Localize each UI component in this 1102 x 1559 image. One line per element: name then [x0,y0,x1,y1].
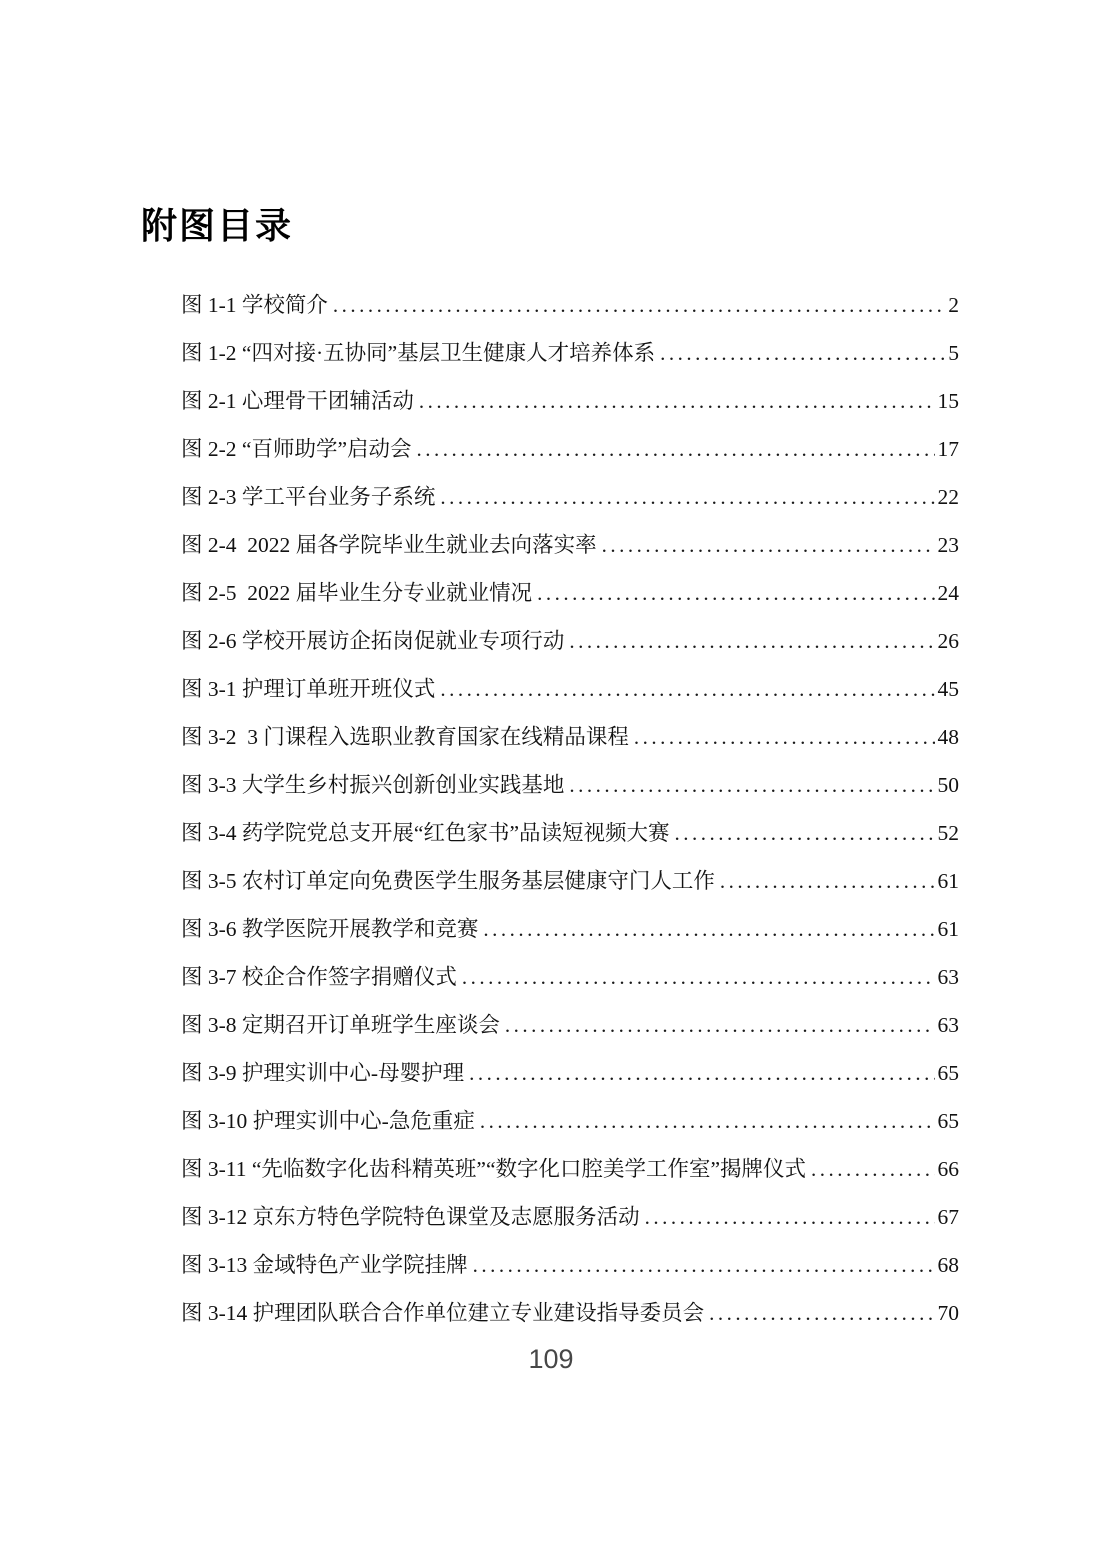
toc-entry-page: 15 [937,389,959,413]
dot-leader [417,425,935,473]
toc-entry-row [181,857,959,905]
dot-leader [634,713,935,761]
toc-entry-page: 22 [937,485,959,509]
toc-entry-label: 图 2-4 2022 届各学院毕业生就业去向落实率 [181,533,597,557]
page-title: 附图目录 [141,205,294,246]
dot-leader [811,1145,934,1193]
toc-entry-label: 图 1-1 学校简介 [181,293,328,317]
toc-entry-page: 26 [937,629,959,653]
dot-leader [462,953,935,1001]
toc-entry-label: 图 3-11 “先临数字化齿科精英班”“数字化口腔美学工作室”揭牌仪式 [181,1157,807,1181]
toc-entry-row [181,1145,959,1193]
toc-entry-label: 图 3-1 护理订单班开班仪式 [181,677,436,701]
toc-entry-page: 24 [937,581,959,605]
toc-entry-label: 图 3-14 护理团队联合合作单位建立专业建设指导委员会 [181,1301,705,1325]
toc-entry-row [181,953,959,1001]
toc-entry-label: 图 3-8 定期召开订单班学生座谈会 [181,1013,500,1037]
toc-entry-label: 图 2-1 心理骨干团辅活动 [181,389,414,413]
dot-leader [419,377,935,425]
toc-entry-page: 67 [937,1205,959,1229]
dot-leader [440,665,934,713]
toc-entry-row [181,1049,959,1097]
toc-entry-page: 48 [937,725,959,749]
toc-entry-page: 65 [937,1109,959,1133]
dot-leader [483,905,934,953]
dot-leader [675,809,935,857]
toc-entry-row [181,1097,959,1145]
toc-entry-page: 63 [937,1013,959,1037]
footer-page-number: 109 [528,1344,574,1374]
toc-entry-page: 50 [937,773,959,797]
toc-entry-page: 65 [937,1061,959,1085]
toc-entry-page: 45 [937,677,959,701]
toc-entry-page: 23 [937,533,959,557]
toc-entry-page: 5 [948,341,959,365]
toc-entry-page: 61 [937,869,959,893]
toc-entry-label: 图 3-7 校企合作签字捐赠仪式 [181,965,457,989]
toc-entry-label: 图 3-6 教学医院开展教学和竞赛 [181,917,479,941]
toc-entry-label: 图 3-4 药学院党总支开展“红色家书”品读短视频大赛 [181,821,670,845]
toc-entry-page: 63 [937,965,959,989]
toc-entry-row [181,1001,959,1049]
toc-entry-row [181,665,959,713]
toc-entry-page: 52 [937,821,959,845]
toc-entry-row [181,617,959,665]
toc-entry-label: 图 2-6 学校开展访企拓岗促就业专项行动 [181,629,565,653]
toc-list [181,281,959,1337]
dot-leader [469,1049,934,1097]
toc-entry-label: 图 3-3 大学生乡村振兴创新创业实践基地 [181,773,565,797]
dot-leader [569,617,934,665]
dot-leader [505,1001,935,1049]
dot-leader [645,1193,935,1241]
dot-leader [602,521,935,569]
dot-leader [709,1289,934,1337]
dot-leader [660,329,945,377]
toc-entry-row [181,809,959,857]
toc-entry-page: 2 [948,293,959,317]
dot-leader [440,473,934,521]
toc-entry-label: 图 3-10 护理实训中心-急危重症 [181,1109,475,1133]
toc-entry-label: 图 2-5 2022 届毕业生分专业就业情况 [181,581,533,605]
toc-entry-label: 图 3-9 护理实训中心-母婴护理 [181,1061,465,1085]
toc-entry-row [181,1241,959,1289]
dot-leader [473,1241,935,1289]
toc-entry-row [181,473,959,521]
toc-entry-row [181,1193,959,1241]
toc-entry-row [181,761,959,809]
toc-entry-label: 图 3-12 京东方特色学院特色课堂及志愿服务活动 [181,1205,640,1229]
toc-entry-row [181,329,959,377]
toc-entry-row [181,905,959,953]
toc-entry-page: 70 [937,1301,959,1325]
toc-entry-page: 68 [937,1253,959,1277]
toc-entry-row [181,569,959,617]
toc-entry-page: 17 [937,437,959,461]
toc-entry-page: 66 [937,1157,959,1181]
toc-entry-row [181,521,959,569]
toc-entry-row [181,377,959,425]
toc-entry-page: 61 [937,917,959,941]
toc-entry-label: 图 3-13 金域特色产业学院挂牌 [181,1253,468,1277]
dot-leader [333,281,945,329]
toc-entry-row [181,281,959,329]
dot-leader [537,569,934,617]
toc-entry-row [181,425,959,473]
toc-entry-label: 图 3-5 农村订单定向免费医学生服务基层健康守门人工作 [181,869,715,893]
toc-entry-label: 图 3-2 3 门课程入选职业教育国家在线精品课程 [181,725,629,749]
toc-entry-row [181,1289,959,1337]
toc-entry-label: 图 1-2 “四对接·五协同”基层卫生健康人才培养体系 [181,341,656,365]
toc-entry-label: 图 2-2 “百师助学”启动会 [181,437,412,461]
dot-leader [480,1097,935,1145]
dot-leader [569,761,934,809]
dot-leader [720,857,935,905]
toc-entry-row [181,713,959,761]
toc-entry-label: 图 2-3 学工平台业务子系统 [181,485,436,509]
